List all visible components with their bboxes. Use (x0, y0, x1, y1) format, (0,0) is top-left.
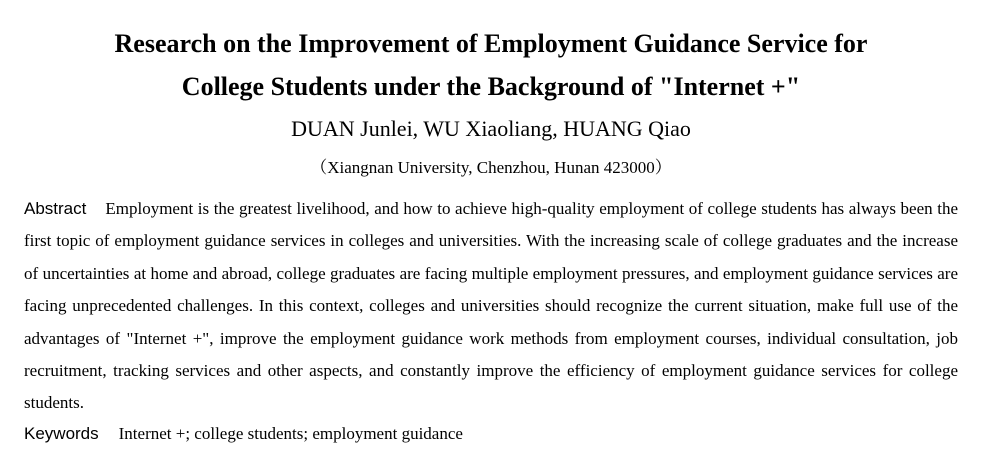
paper-title-line-1: Research on the Improvement of Employment Guidance Service for (114, 29, 868, 58)
abstract-text: Employment is the greatest livelihood, and how to achieve high-quality employment of college students has always been the first topic of employment guidance services in colleges and universities. With the increasing scale of college graduates and the increase of uncertainties at home and abroad, college graduates are facing multiple employment pressures, and employment guidance services are facing unprecedented challenges. In this context, colleges and universities should recognize the current situation, make full use of the advantages of "Internet +", improve the employment guidance work methods from employment courses, individual consultation, job recruitment, tracking services and other aspects, and constantly improve the efficiency of employment guidance services for college students. (24, 199, 958, 413)
author-list: DUAN Junlei, WU Xiaoliang, HUANG Qiao (291, 116, 691, 141)
keywords-label: Keywords (24, 424, 99, 443)
abstract-section (24, 193, 958, 420)
paper-title-line-2: College Students under the Background of "Internet +" (181, 72, 801, 101)
abstract-label: Abstract (24, 199, 87, 218)
keywords-text: Internet +; college students; employment guidance (118, 424, 463, 443)
author-affiliation: （Xiangnan University, Chenzhou, Hunan 423000） (310, 158, 672, 177)
keywords-section (24, 422, 958, 446)
